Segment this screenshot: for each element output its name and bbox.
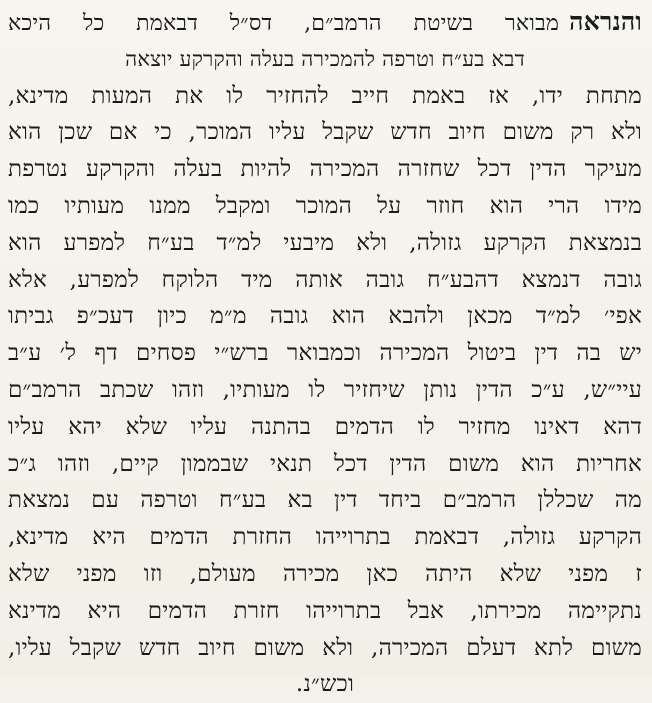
text-line-19: וכש״נ. (295, 671, 355, 698)
text-line-15: הקרקע גזולה, דבאמת בתרוייהו החזרת הדמים היא מדינא, (8, 524, 642, 551)
text-line-14: מה שכללן הרמב״ם ביחד דין בא בע״ח וטרפה עם נמצאת (8, 487, 642, 514)
text-line-11: עיי״ש, ע״כ הדין נותן שיחזיר לו מעותיו, וזהו שכתב הרמב״ם (8, 376, 642, 403)
text-line-10: יש בה דין ביטול המכירה וכמבואר ברש״י פסחים דף ל׳ ע״ב (8, 340, 642, 367)
text-line-8: גובה דנמצא דהבע״ח גובה אותה מיד הלוקח למפרע, אלא (8, 266, 642, 293)
text-line-18: משום לתא דעלם המכירה, ולא משום חיוב חדש שקבל עליו, (8, 634, 642, 661)
text-line-16: ז מפני שלא היתה כאן מכירה מעולם, וזו מפני שלא (8, 560, 642, 587)
text-line-4: ולא רק משום חיוב חדש שקבל עליו המוכר, כי אם שכן הוא (8, 119, 642, 146)
hebrew-text-block (8, 4, 642, 703)
text-line-3: מתחת ידו, אז באמת חייב להחזיר לו את המעות מדינא, (8, 82, 642, 109)
first-line-text: מבואר בשיטת הרמב״ם, דס״ל דבאמת כל היכא (8, 11, 560, 36)
text-line-6: מידו הרי הוא חוזר על המוכר ומקבל ממנו מעותיו כמו (8, 192, 642, 219)
text-line-2: דבא בע״ח וטרפה להמכירה בעלה והקרקע יוצאה (125, 46, 525, 71)
text-line-5: מעיקר הדין דכל שחזרה המכירה להיות בעלה והקרקע נטרפת (8, 156, 642, 183)
lead-word: והנראה (569, 7, 642, 36)
text-line-13: אחריות הוא משום הדין דכל תנאי שבממון קיים, וזהו ג״כ (8, 450, 642, 477)
text-line-1 (8, 4, 642, 41)
text-line-7: בנמצאת הקרקע גזולה, ולא מיבעי למ״ד בע״ח למפרע הוא (8, 229, 642, 256)
text-line-17: נתקיימה מכירתו, אבל בתרוייהו חזרת הדמים היא מדינא (8, 597, 642, 624)
text-line-12: דהא דאינו מחזיר לו הדמים בהתנה עליו שלא יהא עליו (8, 413, 642, 440)
text-line-9: אפי׳ למ״ד מכאן ולהבא הוא גובה מ״מ כיון דעכ״פ גביתו (8, 303, 642, 330)
